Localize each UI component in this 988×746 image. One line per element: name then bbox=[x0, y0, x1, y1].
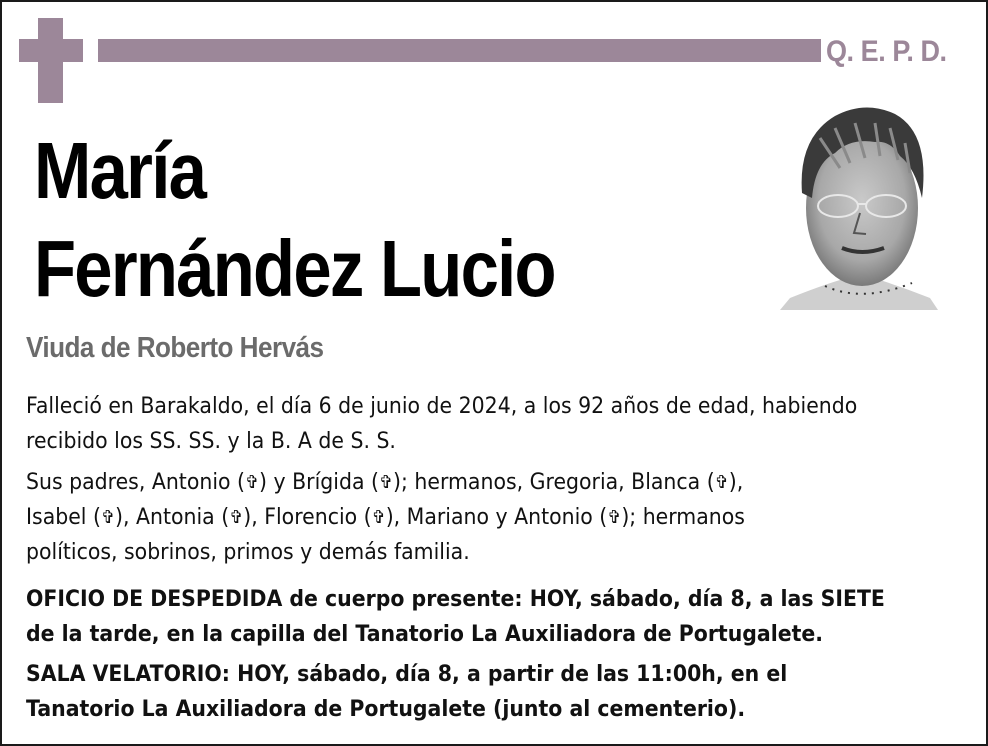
family-text: ); hermanos bbox=[621, 505, 745, 530]
family-text: ), Mariano y Antonio ( bbox=[385, 505, 608, 530]
first-name: María bbox=[34, 126, 206, 215]
family-text: ) y Brígida ( bbox=[259, 470, 379, 495]
widow-of-subtitle: Viuda de Roberto Hervás bbox=[26, 332, 324, 364]
cross-icon: ✞ bbox=[714, 472, 729, 493]
cross-icon: ✞ bbox=[607, 507, 622, 528]
family-line bbox=[26, 465, 919, 500]
wake-room-line: SALA VELATORIO: HOY, sábado, día 8, a partir de las 11:00h, en el bbox=[26, 662, 788, 687]
qepd-label: Q. E. P. D. bbox=[826, 35, 947, 68]
family-text: ), bbox=[728, 470, 744, 495]
family-text: ), Florencio ( bbox=[243, 505, 372, 530]
family-text: ), Antonia ( bbox=[115, 505, 230, 530]
family-line bbox=[26, 500, 919, 535]
wake-room-line: Tanatorio La Auxiliadora de Portugalete (junto al cementerio). bbox=[26, 697, 746, 722]
family-text: Sus padres, Antonio ( bbox=[26, 470, 246, 495]
cross-icon: ✞ bbox=[378, 472, 394, 493]
header-rule bbox=[98, 39, 821, 62]
family-text: Isabel ( bbox=[26, 505, 101, 530]
family-line: políticos, sobrinos, primos y demás familia. bbox=[26, 540, 470, 565]
cross-icon: ✞ bbox=[100, 507, 116, 528]
death-notice-paragraph bbox=[26, 389, 919, 459]
funeral-service-line: OFICIO DE DESPEDIDA de cuerpo presente: HOY, sábado, día 8, a las SIETE bbox=[26, 587, 885, 612]
portrait-illustration bbox=[780, 98, 938, 310]
death-notice-line: recibido los SS. SS. y la B. A de S. S. bbox=[26, 429, 396, 454]
funeral-service-paragraph bbox=[26, 582, 919, 652]
death-notice-line: Falleció en Barakaldo, el día 6 de junio de 2024, a los 92 años de edad, habiendo bbox=[26, 394, 858, 419]
cross-icon-arm bbox=[19, 39, 83, 62]
cross-icon: ✞ bbox=[371, 507, 386, 528]
wake-room-paragraph bbox=[26, 657, 919, 727]
funeral-service-line: de la tarde, en la capilla del Tanatorio La Auxiliadora de Portugalete. bbox=[26, 622, 824, 647]
family-paragraph bbox=[26, 465, 919, 570]
family-text: ); hermanos, Gregoria, Blanca ( bbox=[393, 470, 715, 495]
cross-icon: ✞ bbox=[245, 472, 260, 493]
cross-icon: ✞ bbox=[229, 507, 244, 528]
portrait-photo bbox=[780, 98, 938, 310]
surnames: Fernández Lucio bbox=[34, 224, 555, 313]
